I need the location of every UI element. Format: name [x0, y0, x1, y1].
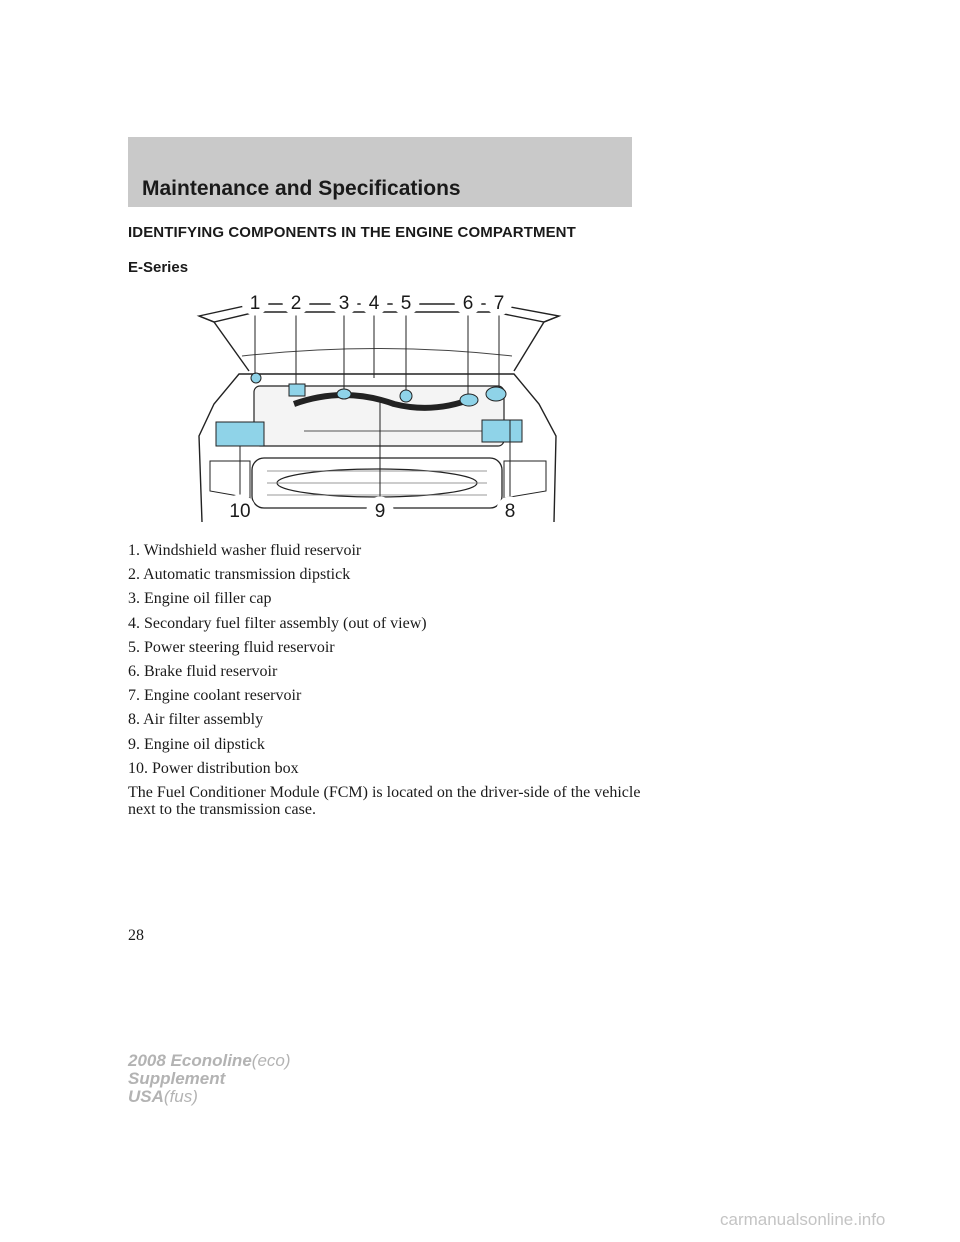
- callout-8: 8: [504, 501, 516, 522]
- site-watermark: carmanualsonline.info: [720, 1210, 886, 1229]
- list-item: 4. Secondary fuel filter assembly (out of view): [128, 614, 427, 632]
- footer-market-code: (fus): [163, 1087, 198, 1106]
- page-heading: IDENTIFYING COMPONENTS IN THE ENGINE COMPARTMENT: [128, 224, 576, 241]
- document-footer: [128, 1052, 291, 1106]
- washer-reservoir-cap: [251, 373, 261, 383]
- section-header: [128, 137, 632, 207]
- hood-strut-left: [199, 316, 249, 371]
- callout-6: 6: [462, 293, 474, 314]
- callout-7: 7: [493, 293, 505, 314]
- callout-4: 4: [368, 293, 380, 314]
- list-item: 3. Engine oil filler cap: [128, 590, 272, 608]
- list-item: 7. Engine coolant reservoir: [128, 687, 302, 705]
- callout-5: 5: [400, 293, 412, 314]
- left-headlamp: [210, 461, 250, 498]
- callout-10: 10: [229, 501, 251, 522]
- callout-1: 1: [249, 293, 261, 314]
- fcm-note: The Fuel Conditioner Module (FCM) is located on the driver-side of the vehicle next to the transmission case.: [128, 784, 641, 818]
- list-item: 1. Windshield washer fluid reservoir: [128, 542, 362, 559]
- oil-filler-cap: [337, 389, 351, 399]
- section-title: Maintenance and Specifications: [142, 177, 461, 200]
- callout-9: 9: [374, 501, 386, 522]
- list-item: 5. Power steering fluid reservoir: [128, 638, 335, 656]
- air-filter-assembly: [482, 420, 522, 442]
- footer-line-3: [128, 1088, 291, 1106]
- list-item: 8. Air filter assembly: [128, 711, 264, 729]
- footer-supplement: Supplement: [128, 1069, 226, 1088]
- page-number: 28: [128, 927, 144, 944]
- footer-line-1: [128, 1052, 291, 1070]
- footer-model-code: (eco): [251, 1051, 291, 1070]
- model-subheading: E-Series: [128, 259, 189, 276]
- list-item: 6. Brake fluid reservoir: [128, 662, 278, 680]
- coolant-reservoir: [486, 387, 506, 401]
- callout-3: 3: [338, 293, 350, 314]
- list-item: 9. Engine oil dipstick: [128, 735, 265, 753]
- list-item: 10. Power distribution box: [128, 759, 299, 777]
- component-list: [128, 540, 427, 782]
- list-item: 2. Automatic transmission dipstick: [128, 566, 351, 584]
- power-steering-reservoir: [400, 390, 412, 402]
- hood-strut-right: [514, 316, 559, 371]
- transmission-dipstick-part: [289, 384, 305, 396]
- brake-fluid-reservoir: [460, 394, 478, 406]
- footer-market: USA: [128, 1087, 164, 1106]
- engine-compartment-illustration: [194, 286, 564, 526]
- engine-diagram: [194, 286, 564, 526]
- footer-model: 2008 Econoline: [128, 1051, 252, 1070]
- power-distribution-box: [216, 422, 264, 446]
- cowl-line: [242, 349, 512, 357]
- callout-2: 2: [290, 293, 302, 314]
